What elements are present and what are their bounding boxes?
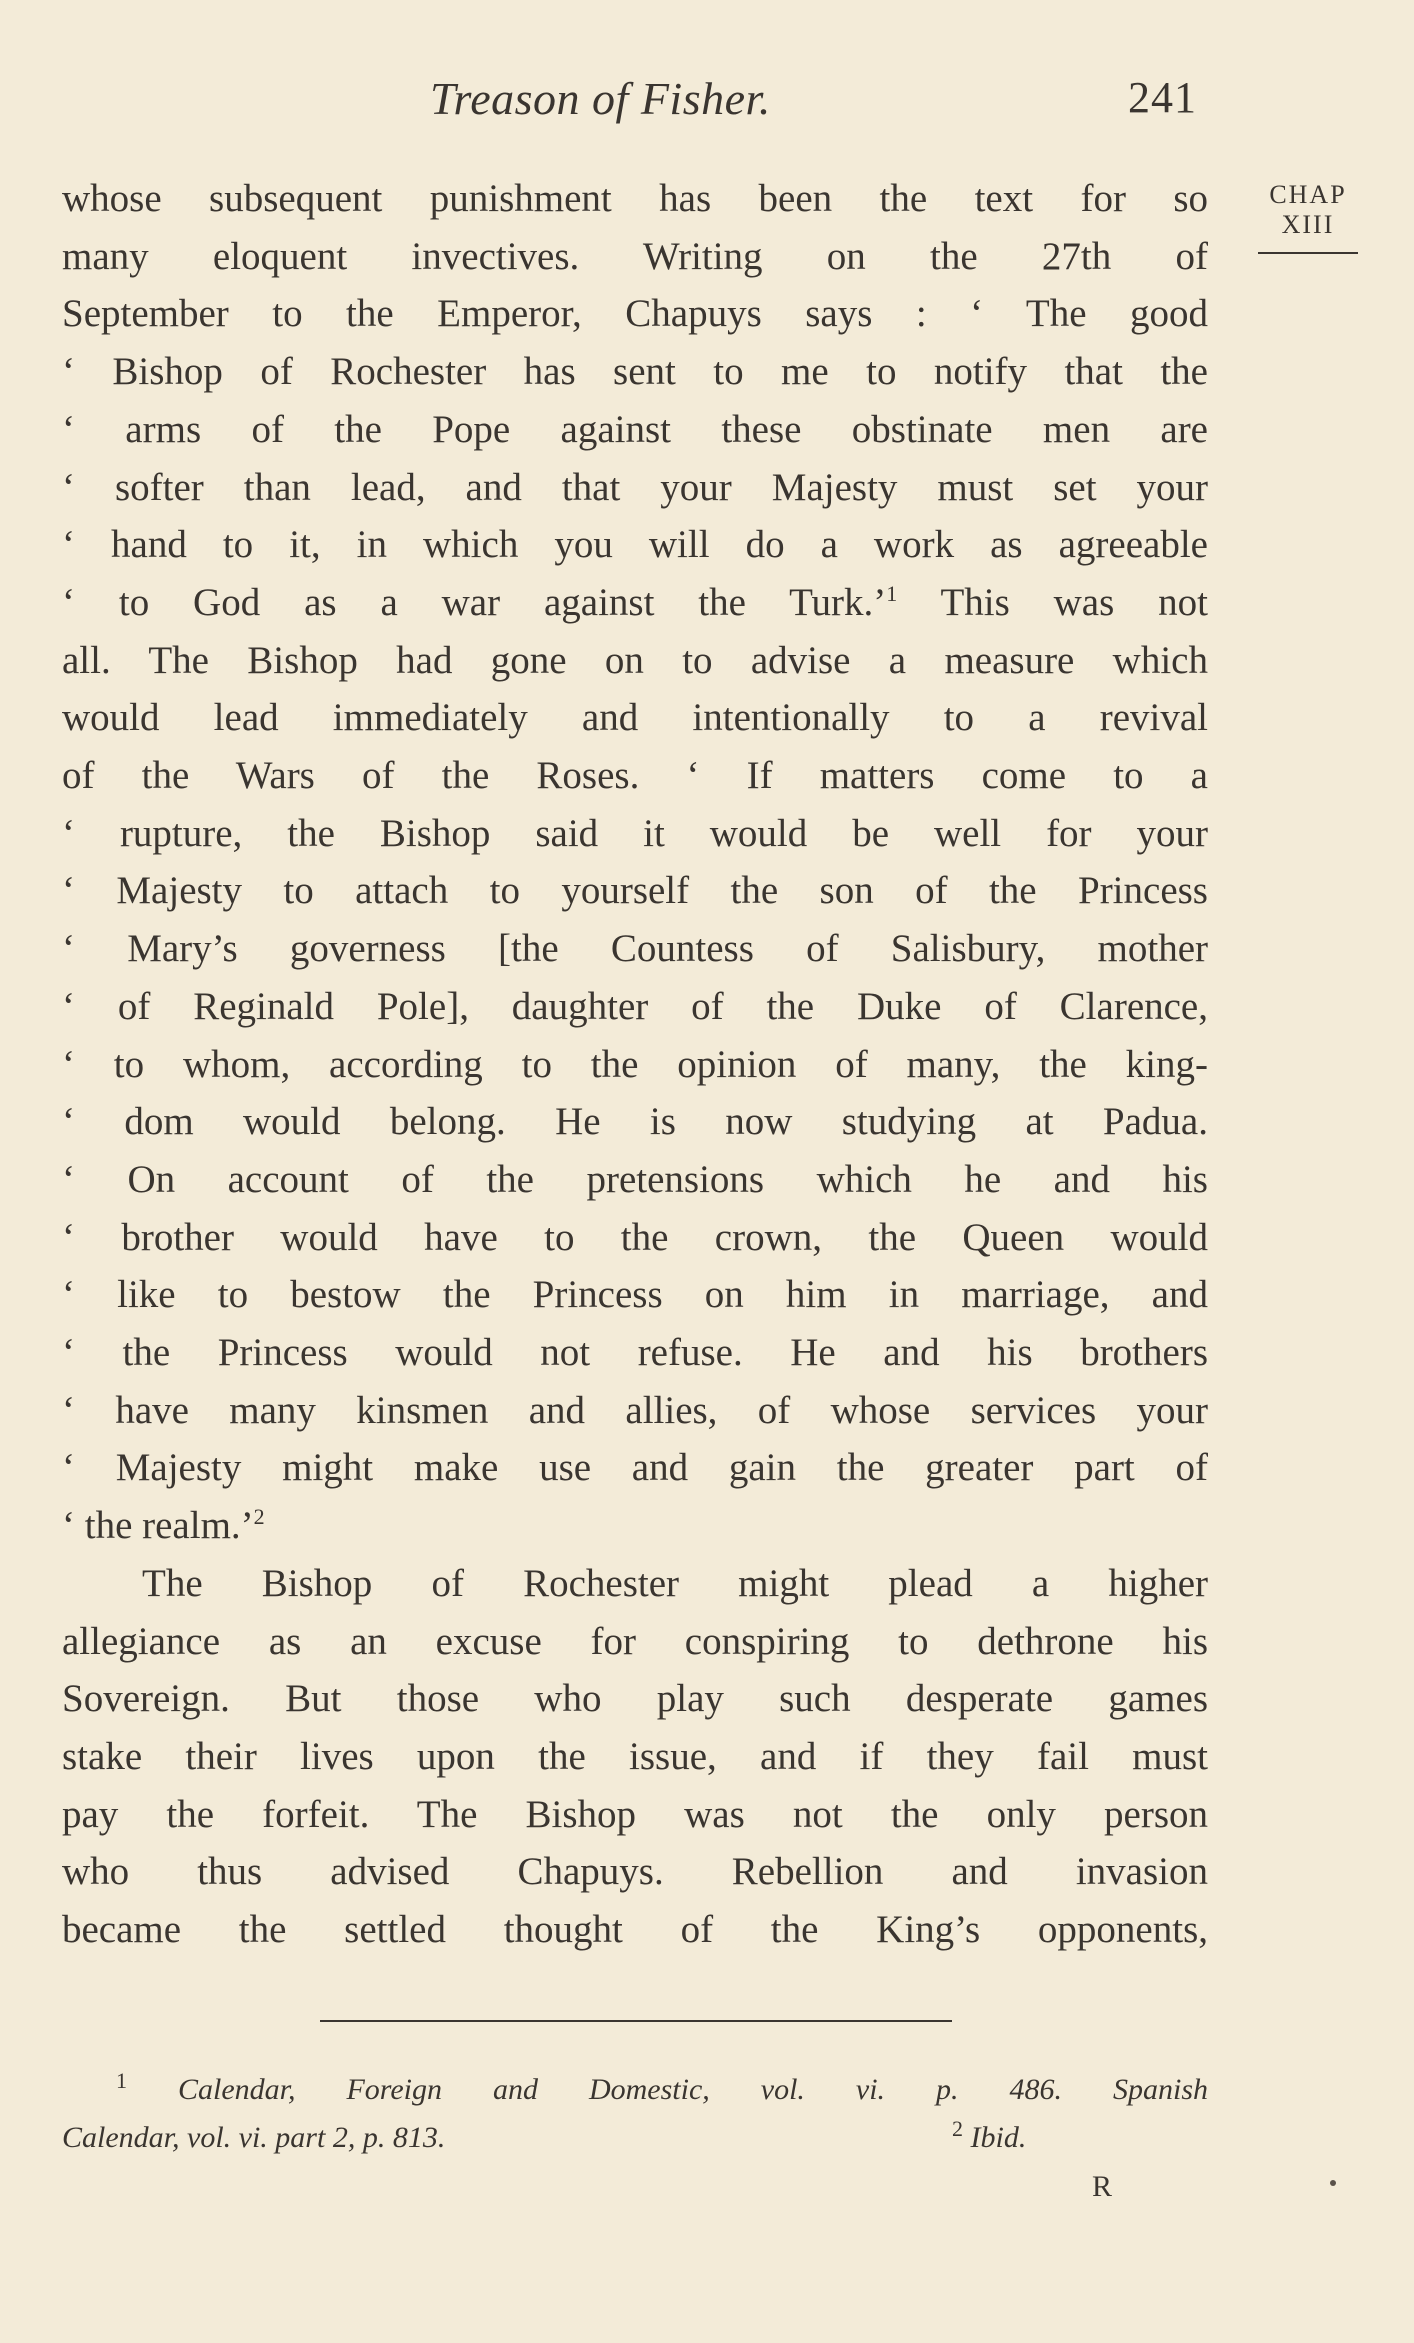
text-line: ‘ Bishop of Rochester has sent to me to notify that the [62,350,1208,394]
text-line: whose subsequent punishment has been the text for so [62,177,1208,220]
text-line: ‘ softer than lead, and that your Majesty must set your [62,465,1208,509]
text-line: would lead immediately and intentionally to a revival [62,696,1208,740]
margin-note-rule [1258,252,1358,254]
text-line-part: This was not [940,580,1208,624]
text-line: allegiance as an excuse for conspiring to dethrone his [62,1619,1208,1663]
body-text [62,170,1208,1959]
text-line: ‘ like to bestow the Princess on him in marriage, and [62,1273,1208,1317]
footnote-marker-1: 1 [886,580,898,606]
text-line: ‘ Majesty might make use and gain the greater part of [62,1446,1208,1490]
footnote-1-text: Calendar, Foreign and Domestic, vol. vi. p. 486. Spanish [177,2073,1208,2106]
margin-note-chap: CHAP [1269,180,1347,209]
text-line: all. The Bishop had gone on to advise a measure which [62,638,1208,682]
signature-mark: R [1092,2170,1113,2203]
text-line: ‘ arms of the Pope against these obstinate men are [62,407,1208,451]
text-line-part: ‘ to God as a war against the Turk.’ [62,580,887,624]
paragraph-first-line: The Bishop of Rochester might plead a higher [142,1561,1208,1605]
footnote-line-2 [62,2114,1208,2162]
text-line: Sovereign. But those who play such desperate games [62,1677,1208,1721]
footnote-1-line-1 [62,2066,1208,2114]
text-line-with-footnote [62,1497,1208,1555]
text-line: of the Wars of the Roses. ‘ If matters come to a [62,754,1208,798]
text-line: became the settled thought of the King’s opponents, [62,1908,1208,1952]
text-line: stake their lives upon the issue, and if they fail must [62,1734,1208,1778]
text-line: ‘ of Reginald Pole], daughter of the Duke of Clarence, [62,984,1208,1028]
footnote-2-number: 2 [952,2116,963,2141]
margin-note-chapter-number: XIII [1281,210,1335,239]
page-speck [1330,2180,1336,2186]
text-line: ‘ On account of the pretensions which he and his [62,1157,1208,1201]
chapter-margin-note [1248,180,1368,254]
text-line: ‘ have many kinsmen and allies, of whose services your [62,1388,1208,1432]
text-line: ‘ Majesty to attach to yourself the son of the Princess [62,869,1208,913]
text-line: ‘ to whom, according to the opinion of many, the king- [62,1042,1208,1086]
text-line: ‘ brother would have to the crown, the Queen would [62,1215,1208,1259]
text-line: ‘ dom would belong. He is now studying at Padua. [62,1100,1208,1144]
footnote-2-text: Ibid. [970,2121,1027,2154]
text-line: ‘ rupture, the Bishop said it would be well for your [62,811,1208,855]
page-number: 241 [1128,73,1197,122]
text-line-part: ‘ the realm.’ [62,1504,254,1548]
running-head [0,72,1414,132]
running-title: Treason of Fisher. [430,73,771,124]
footnote-2 [952,2114,1026,2162]
text-line-with-footnote [62,574,1208,632]
text-line: September to the Emperor, Chapuys says : ‘ The good [62,292,1208,336]
footnote-marker-2: 2 [253,1504,265,1530]
text-line: ‘ hand to it, in which you will do a work as agreeable [62,523,1208,567]
text-line: who thus advised Chapuys. Rebellion and invasion [62,1850,1208,1894]
footnotes [62,2066,1208,2162]
text-line: ‘ Mary’s governess [the Countess of Salisbury, mother [62,927,1208,971]
footnote-rule [320,2020,952,2022]
footnote-1-number: 1 [116,2068,127,2093]
text-line: many eloquent invectives. Writing on the 27th of [62,234,1208,278]
footnote-1-continuation: Calendar, vol. vi. part 2, p. 813. [62,2121,446,2154]
text-line: pay the forfeit. The Bishop was not the only person [62,1792,1208,1836]
text-line: ‘ the Princess would not refuse. He and his brothers [62,1331,1208,1375]
